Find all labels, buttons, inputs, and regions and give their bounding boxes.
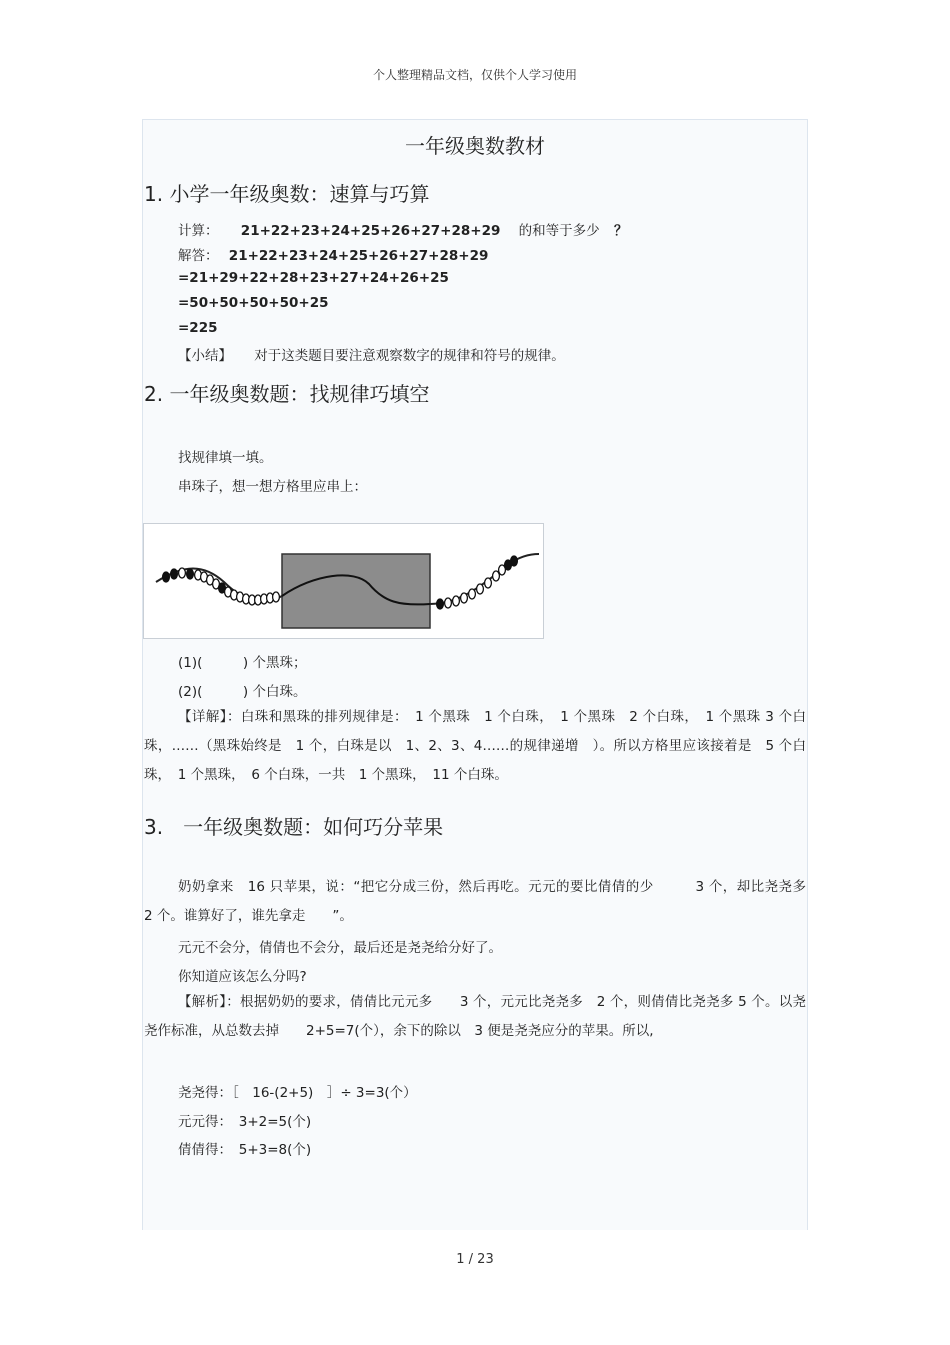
s1-question-label: 计算： [178,223,219,239]
s3-result-2: 元元得： 3+2=5(个) [178,1114,312,1130]
string-right [430,554,539,604]
s1-step-3: =50+50+50+50+25 [178,295,329,311]
white-bead [485,578,492,588]
white-bead [445,598,452,608]
s1-question-tail: 的和等于多少 [518,223,600,239]
white-bead [179,568,186,578]
s2-line-1: 找规律填一填。 [178,450,273,466]
s3-result-3: 倩倩得： 5+3=8(个) [178,1142,312,1158]
page-header: 个人整理精品文档，仅供个人学习使用 [372,68,577,82]
white-bead [477,584,484,594]
black-bead [171,569,178,579]
s2-question-1: (1)( ) 个黑珠； [178,655,307,671]
document-title: 一年级奥数教材 [405,134,545,158]
white-bead [453,596,460,606]
s2-line-2: 串珠子，想一想方格里应串上： [178,479,367,495]
s3-line-2: 你知道应该怎么分吗? [178,969,307,985]
black-bead [163,572,170,582]
s1-question [178,219,627,239]
s1-answer [178,244,488,264]
black-bead [437,599,444,609]
bead-string-figure [143,523,544,639]
s3-paragraph-1: 奶奶拿来 16 只苹果，说：“把它分成三份，然后再吃。元元的要比倩倩的少 3 个，却比尧尧多 2 个。谁算好了，谁先拿走 ”。 [144,879,820,924]
white-bead [273,592,280,602]
s1-question-mark: ？ [613,223,628,239]
s1-step-2: =21+29+22+28+23+27+24+26+25 [178,270,449,286]
bead-string-illustration [144,524,543,638]
s1-summary-tag: 【小结】 [178,348,232,364]
s2-detail: 【详解】：白珠和黑珠的排列规律是： 1 个黑珠 1 个白珠， 1 个黑珠 2 个白珠， 1 个黑珠 3 个白珠，……（黑珠始终是 1 个，白珠是以 1、2、3、4……的规律递增 ）。所以方格里应该接着是 5 个白珠， 1 个黑珠， 6 个白珠，一共 1 个黑珠， 11 个白珠。 [144,709,806,783]
s3-line-1: 元元不会分，倩倩也不会分，最后还是尧尧给分好了。 [178,940,502,956]
s1-summary-text: 对于这类题目要注意观察数字的规律和符号的规律。 [254,348,565,364]
white-bead [469,589,476,599]
s1-step-4: =225 [178,320,218,336]
s1-question-expr: 21+22+23+24+25+26+27+28+29 [240,223,501,239]
section-1-heading: 1. 小学一年级奥数：速算与巧算 [144,182,430,206]
s3-analysis: 【解析】：根据奶奶的要求，倩倩比元元多 3 个，元元比尧尧多 2 个，则倩倩比尧尧多 5 个。以尧尧作标准，从总数去掉 2+5=7(个），余下的除以 3 便是尧尧应分的苹果。所以, [144,994,806,1039]
s2-question-2: (2)( ) 个白珠。 [178,684,307,700]
hidden-box [282,554,430,628]
black-bead [187,569,194,579]
page-number: 1 / 23 [456,1252,494,1267]
black-bead [511,556,518,566]
s3-result-1: 尧尧得：［ 16-(2+5) ］÷ 3=3(个） [178,1085,417,1101]
section-3-heading: 3. 一年级奥数题：如何巧分苹果 [144,815,444,839]
white-bead [461,593,468,603]
s1-summary [178,344,565,364]
s1-answer-expr: 21+22+23+24+25+26+27+28+29 [228,248,489,264]
section-2-heading: 2. 一年级奥数题：找规律巧填空 [144,382,430,406]
s1-answer-label: 解答： [178,248,219,264]
